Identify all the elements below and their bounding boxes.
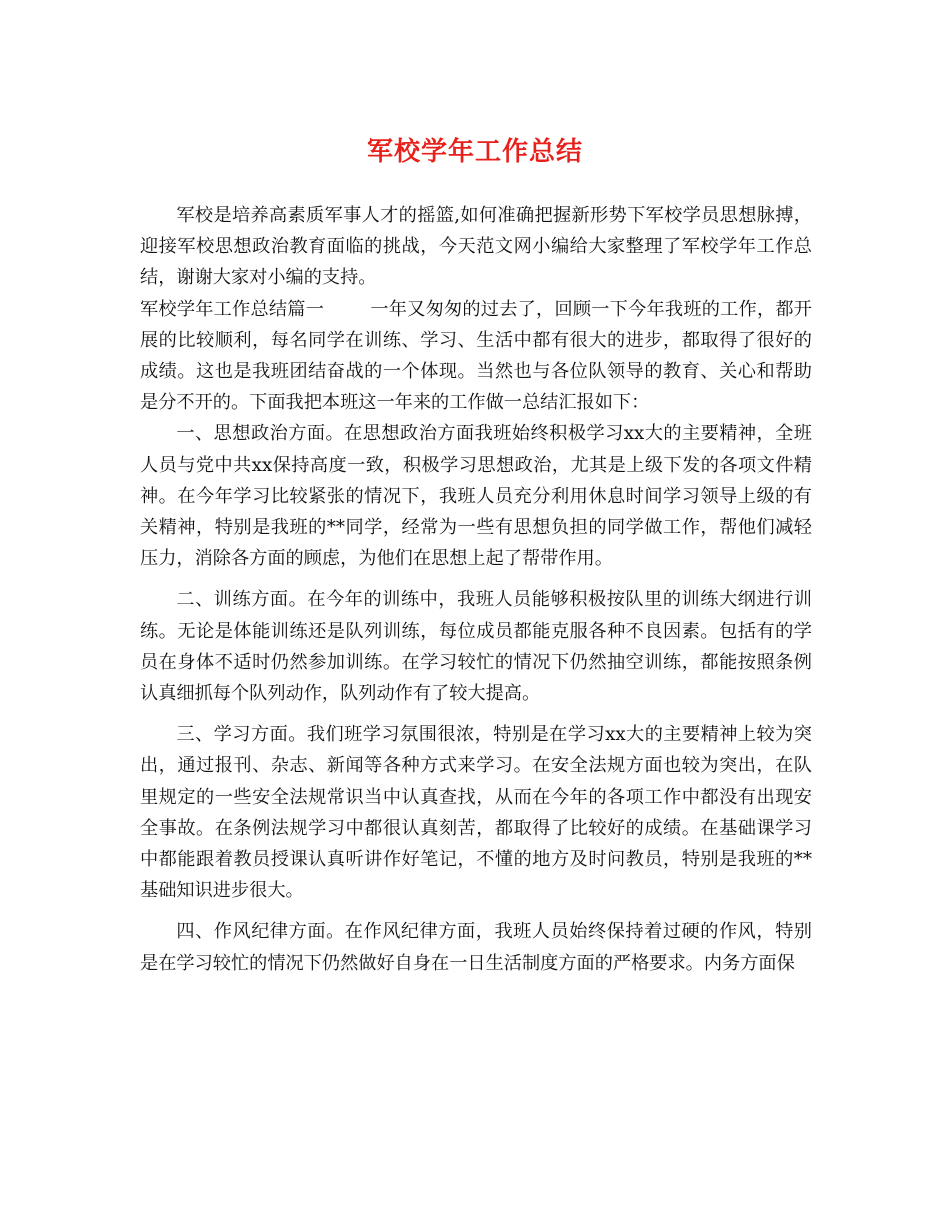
document-body: [140, 200, 812, 979]
document-title: 军校学年工作总结: [366, 137, 583, 167]
section-one-paragraph: [140, 294, 812, 419]
section-heading: 军校学年工作总结篇一: [140, 298, 325, 320]
paragraph-discipline: 四、作风纪律方面。在作风纪律方面，我班人员始终保持着过硬的作风，特别是在学习较忙的情况下仍然做好自身在一日生活制度方面的严格要求。内务方面保: [140, 921, 812, 974]
paragraph-ideology: 一、思想政治方面。在思想政治方面我班始终积极学习xx大的主要精神，全班人员与党中共xx保持高度一致，积极学习思想政治，尤其是上级下发的各项文件精神。在今年学习比较紧张的情况下，我班人员充分利用休息时间学习领导上级的有关精神，特别是我班的**同学，经常为一些有思想负担的同学做工作，帮他们减轻压力，消除各方面的顾虑，为他们在思想上起了帮带作用。: [140, 423, 812, 570]
paragraph-study: 三、学习方面。我们班学习氛围很浓，特别是在学习xx大的主要精神上较为突出，通过报刊、杂志、新闻等各种方式来学习。在安全法规方面也较为突出，在队里规定的一些安全法规常识当中认真查找，从而在今年的各项工作中都没有出现安全事故。在条例法规学习中都很认真刻苦，都取得了比较好的成绩。在基础课学习中都能跟着教员授课认真听讲作好笔记，不懂的地方及时问教员，特别是我班的**基础知识进步很大。: [140, 724, 812, 902]
paragraph-training: 二、训练方面。在今年的训练中，我班人员能够积极按队里的训练大纲进行训练。无论是体能训练还是队列训练，每位成员都能克服各种不良因素。包括有的学员在身体不适时仍然参加训练。在学习较忙的情况下仍然抽空训练，都能按照条例认真细抓每个队列动作，队列动作有了较大提高。: [140, 589, 812, 705]
section-lead-text: 一年又匆匆的过去了，回顾一下今年我班的工作，都开展的比较顺利，每名同学在训练、学习、生活中都有很大的进步，都取得了很好的成绩。这也是我班团结奋战的一个体现。当然也与各位队领导的教育、关心和帮助是分不开的。下面我把本班这一年来的工作做一总结汇报如下：: [140, 298, 812, 414]
intro-paragraph: 军校是培养高素质军事人才的摇篮,如何准确把握新形势下军校学员思想脉搏，迎接军校思想政治教育面临的挑战，今天范文网小编给大家整理了军校学年工作总结，谢谢大家对小编的支持。: [140, 205, 812, 289]
